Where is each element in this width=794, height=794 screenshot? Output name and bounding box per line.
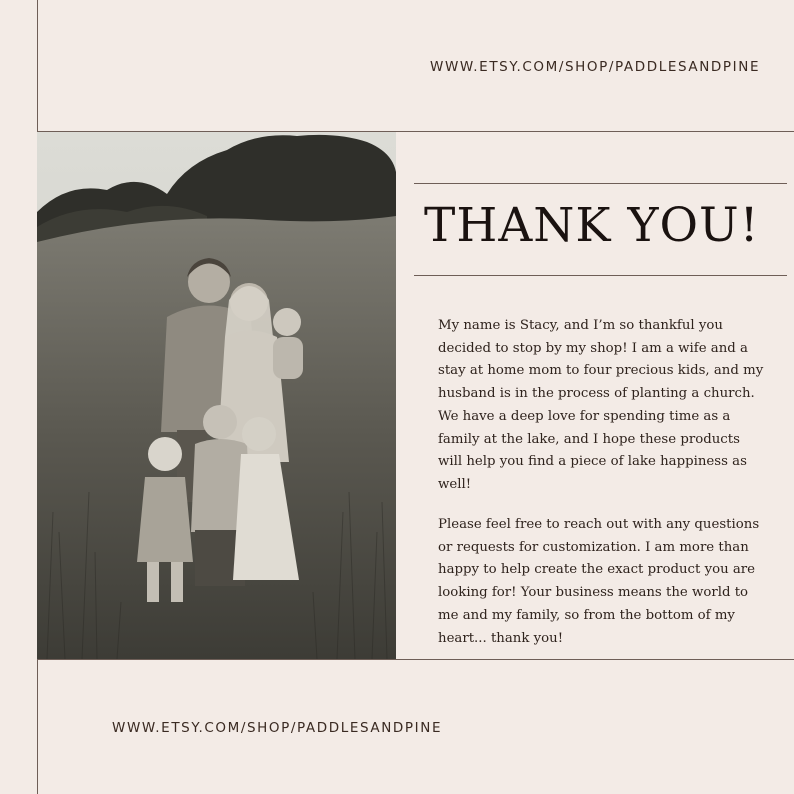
intro-paragraph: My name is Stacy, and I’m so thankful you decided to stop by my shop! I am a wife and a stay at home mom to four precious kids, and my husband is in the process of planting a church. We have a deep love for spending time as a family at the lake, and I hope these products will help you find a piece of lake happiness as well! (438, 318, 764, 492)
shop-url-bottom[interactable]: WWW.ETSY.COM/SHOP/PADDLESANDPINE (112, 720, 443, 736)
title-bottom-rule (414, 275, 787, 276)
thank-you-heading: THANK YOU! (424, 198, 760, 253)
closing-paragraph: Please feel free to reach out with any questions or requests for customization. I am more than happy to help create the exact product you are looking for! Your business means the world to me and my family, so from the bottom of my heart... thank you! (438, 517, 760, 646)
shop-url-top[interactable]: WWW.ETSY.COM/SHOP/PADDLESANDPINE (430, 59, 761, 75)
family-photo (37, 132, 396, 659)
bottom-horizontal-rule (37, 659, 794, 660)
title-top-rule (414, 183, 787, 184)
